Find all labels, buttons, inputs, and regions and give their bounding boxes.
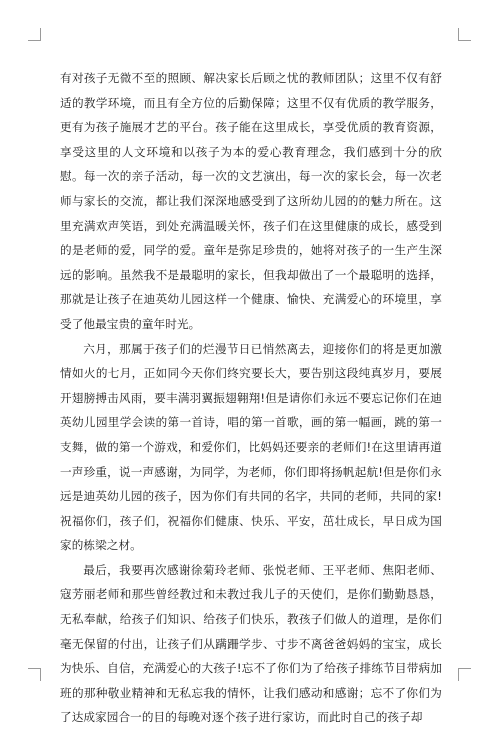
crop-mark-top-right	[458, 28, 471, 41]
crop-mark-bottom-right	[458, 668, 471, 681]
crop-mark-top-left	[28, 28, 41, 41]
document-body	[60, 66, 442, 730]
paragraph-continued: 有对孩子无微不至的照顾、解决家长后顾之忧的教师团队；这里不仅有舒适的教学环境，而且有全方位的后勤保障；这里不仅有优质的教学服务，更有为孩子施展才艺的平台。孩子能在这里成长，享受优质的教育资源，享受这里的人文环境和以孩子为本的爱心教育理念，我们感到十分的欣慰。每一次的亲子活动，每一次的文艺演出，每一次的家长会，每一次老师与家长的交流，都让我们深深地感受到了这所幼儿园的的魅力所在。这里充满欢声笑语，到处充满温暖关怀，孩子们在这里健康的成长，感受到的是老师的爱，同学的爱。童年是弥足珍贵的，她将对孩子的一生产生深远的影响。虽然我不是最聪明的家长，但我却做出了一个最聪明的选择，那就是让孩子在迪英幼儿园这样一个健康、愉快、充满爱心的环境里，享受了他最宝贵的童年时光。	[60, 71, 442, 331]
crop-mark-bottom-left	[28, 668, 41, 681]
paragraph-june-farewell: 六月，那属于孩子们的烂漫节日已悄然离去，迎接你们的将是更加激情如火的七月，正如同今天你们终究要长大，要告别这段纯真岁月，要展开翅膀搏击风雨，要丰满羽翼振翅翱翔!但是请你们永远不要忘记你们在迪英幼儿园里学会读的第一首诗，唱的第一首歌，画的第一幅画，跳的第一支舞，做的第一个游戏，和爱你们，比妈妈还要亲的老师们!在这里请再道一声珍重，说一声感谢，为同学，为老师，你们即将扬帆起航!但是你们永远是迪英幼儿园的孩子，因为你们有共同的名字，共同的老师，共同的家!祝福你们，孩子们，祝福你们健康、快乐、平安，茁壮成长，早日成为国家的栋梁之材。	[60, 341, 442, 553]
paragraph-thanks-teachers: 最后，我要再次感谢徐菊玲老师、张悦老师、王平老师、焦阳老师、寇芳丽老师和那些曾经教过和未教过我儿子的天使们，是你们勤勤恳恳，无私奉献，给孩子们知识、给孩子们快乐，教孩子们做人的道理，是你们毫无保留的付出，让孩子们从蹒跚学步、寸步不离爸爸妈妈的宝宝，成长为快乐、自信，充满爱心的大孩子!忘不了你们为了给孩子排练节目带病加班的那种敬业精神和无私忘我的情怀，让我们感动和感谢；忘不了你们为了达成家园合一的目的每晚对逐个孩子进行家访，而此时自己的孩子却	[60, 562, 442, 725]
